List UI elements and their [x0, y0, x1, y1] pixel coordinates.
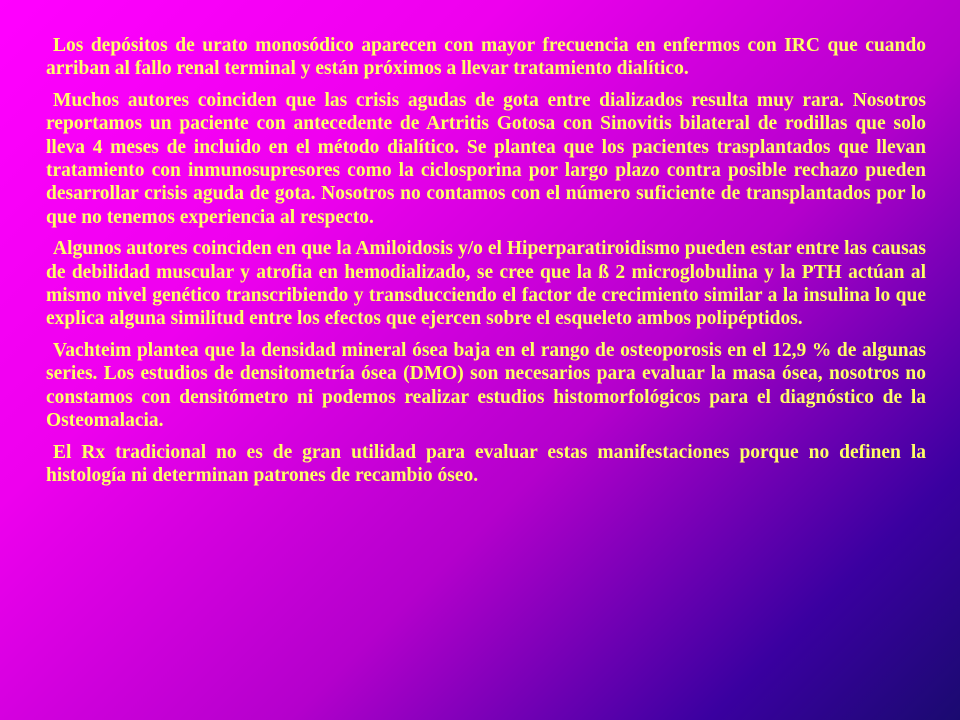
- paragraph-xray: El Rx tradicional no es de gran utilidad para evaluar estas manifestaciones porque no definen la histología ni determinan patrones de recambio óseo.: [46, 441, 926, 486]
- slide-body: [46, 34, 926, 694]
- paragraph-urate-deposits: Los depósitos de urato monosódico aparecen con mayor frecuencia en enfermos con IRC que cuando arriban al fallo renal terminal y están próximos a llevar tratamiento dialítico.: [46, 35, 926, 80]
- paragraph-bone-density: Vachteim plantea que la densidad mineral ósea baja en el rango de osteoporosis en el 12,9 % de algunas series. Los estudios de densitometría ósea (DMO) son necesarios para evaluar la masa ósea, nosotros no constamos con densitómetro ni podemos realizar estudios histomorfológicos para el diagnóstico de la Osteomalacia.: [46, 339, 926, 432]
- paragraph-amyloidosis: Algunos autores coinciden en que la Amiloidosis y/o el Hiperparatiroidismo pueden estar entre las causas de debilidad muscular y atrofia en hemodializado, se cree que la ß 2 microglobulina y la PTH actúan al mismo nivel genético transcribiendo y transducciendo el factor de crecimiento similar a la insulina lo que explica alguna similitud entre los efectos que ejercen sobre el esqueleto ambos polipéptidos.: [46, 238, 926, 330]
- paragraph-gout-crisis: Muchos autores coinciden que las crisis agudas de gota entre dializados resulta muy rara. Nosotros reportamos un paciente con antecedente de Artritis Gotosa con Sinovitis bilateral de rodillas que solo lleva 4 meses de incluido en el método dialítico. Se plantea que los pacientes trasplantados que llevan tratamiento con inmunosupresores como la ciclosporina por largo plazo contra posible rechazo pueden desarrollar crisis aguda de gota. Nosotros no contamos con el número suficiente de transplantados por lo que no tenemos experiencia al respecto.: [46, 89, 926, 228]
